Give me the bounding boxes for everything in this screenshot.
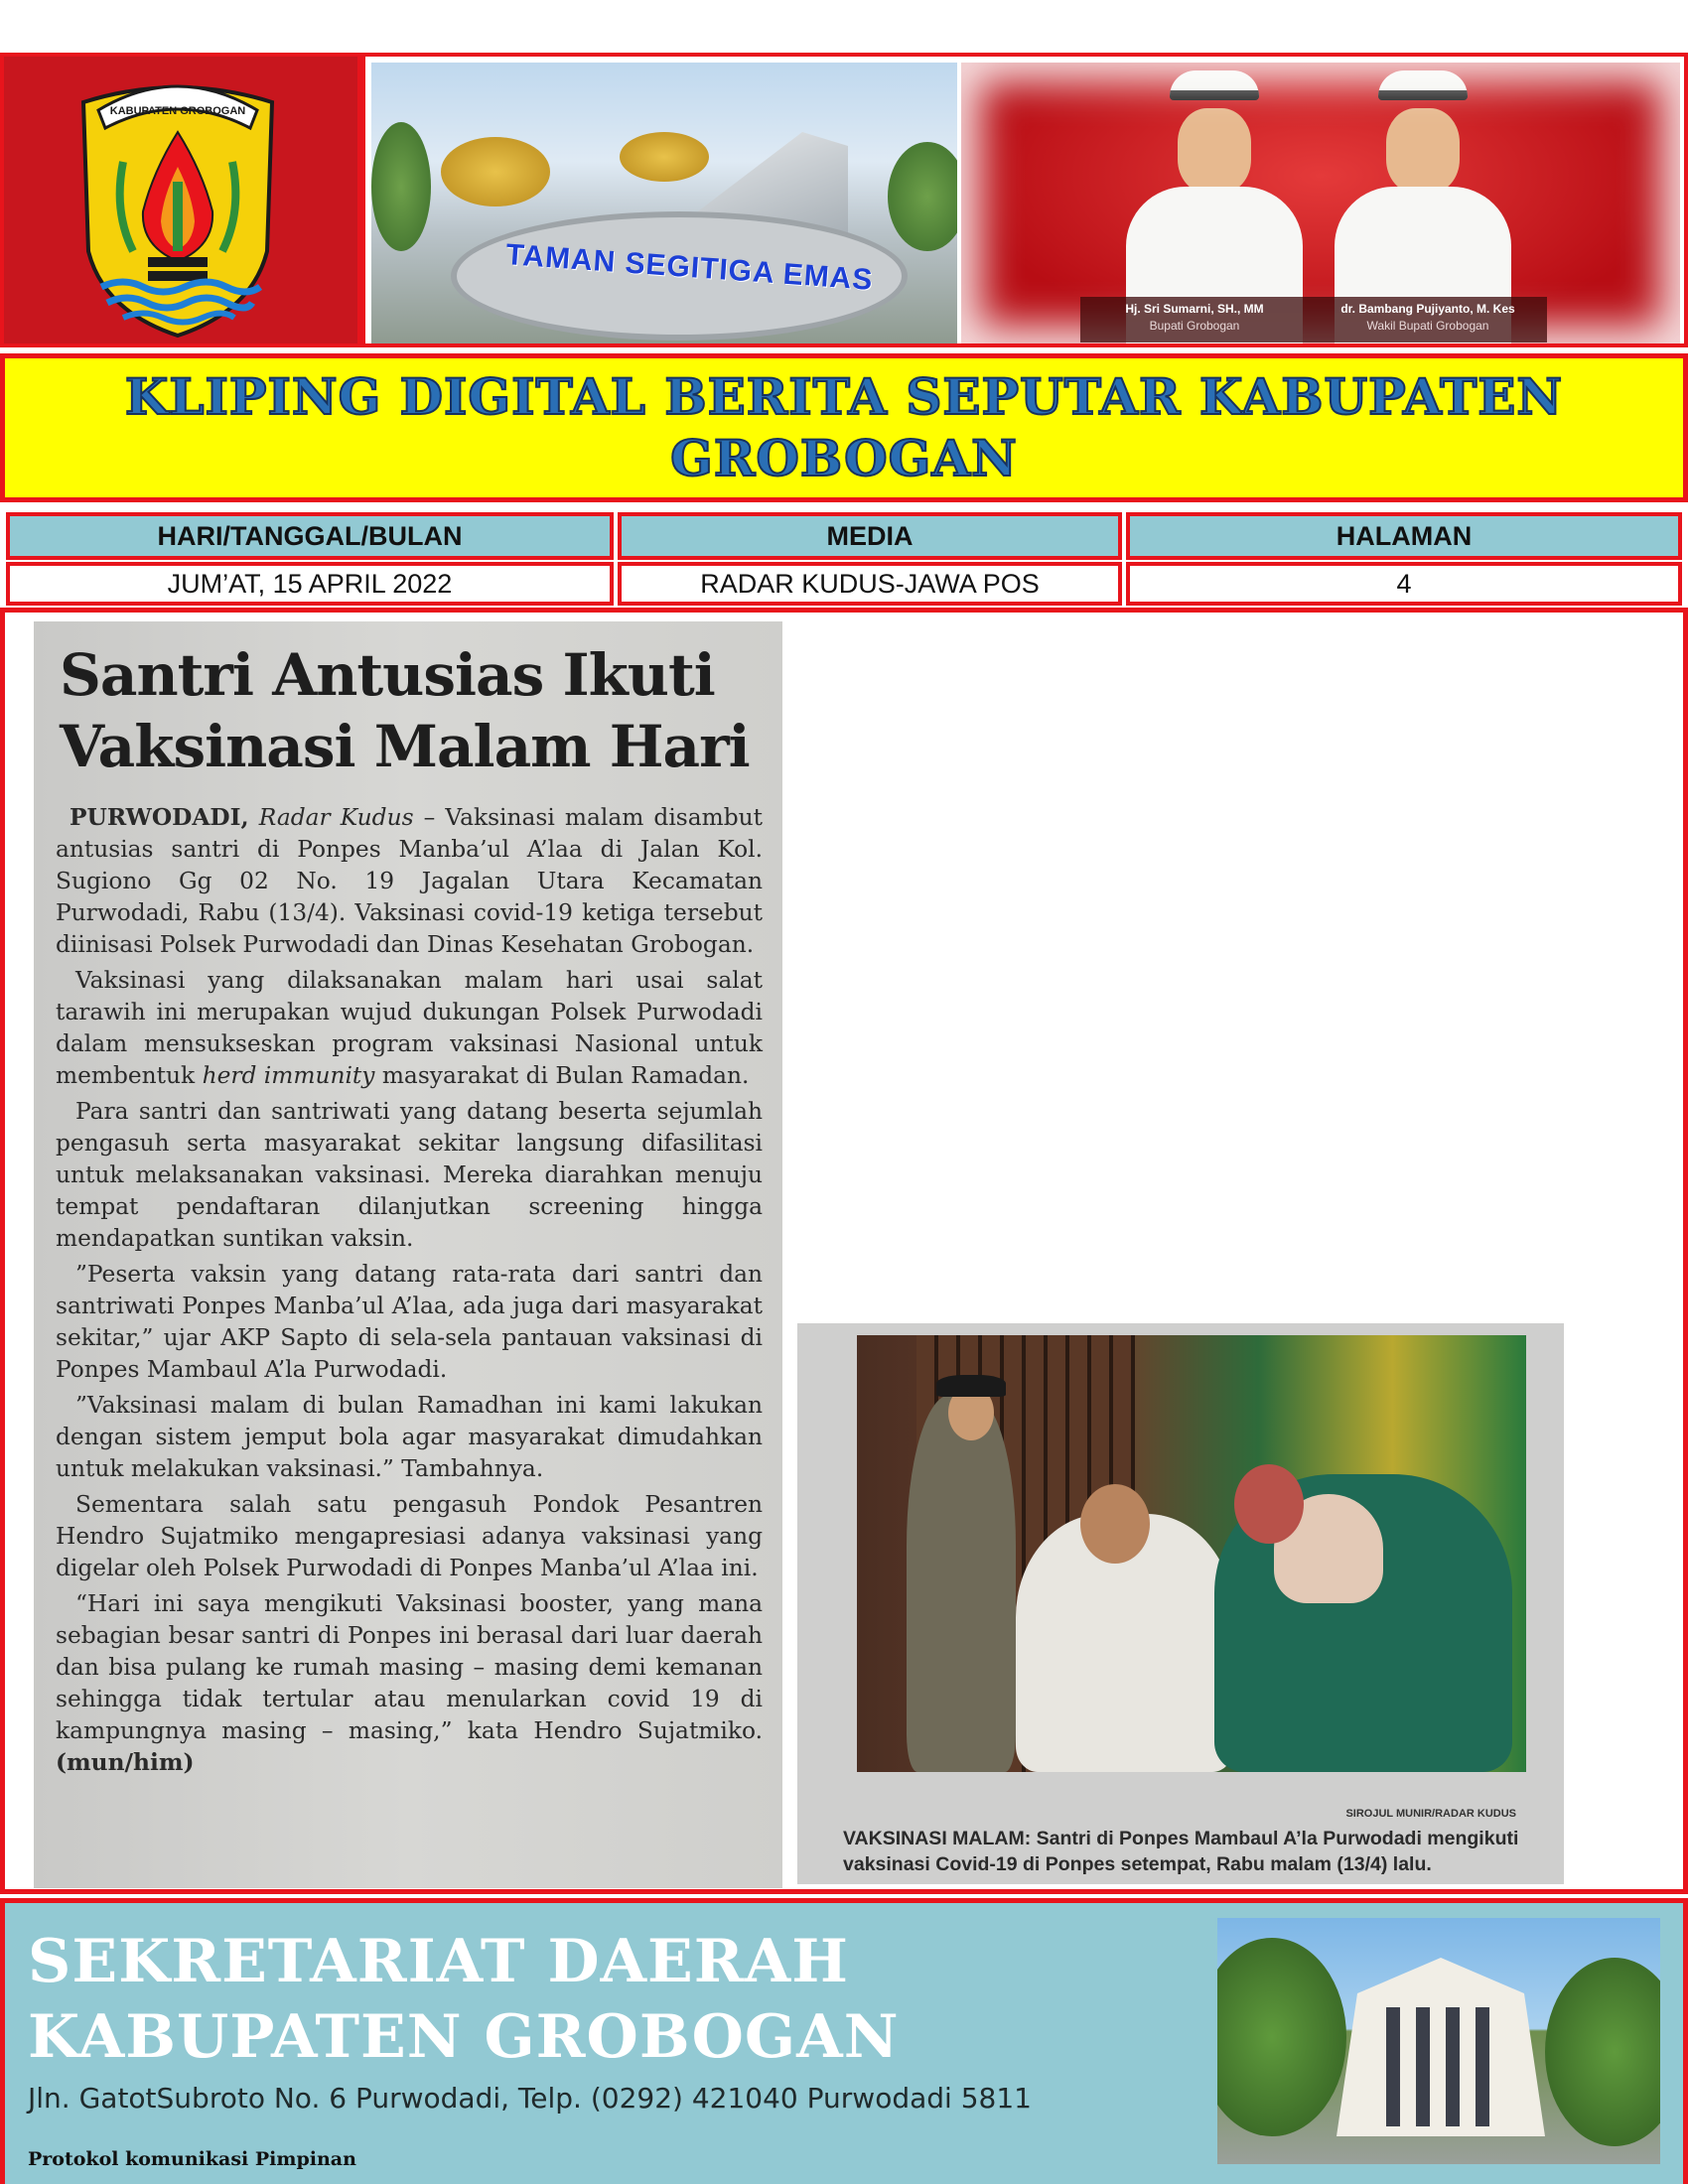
header-logo-panel (0, 53, 361, 347)
table-value-date: JUM’AT, 15 APRIL 2022 (6, 562, 614, 606)
article-text: Vaksinasi yang dilaksanakan malam hari usai salat tarawih ini merupakan wujud dukungan Polsek Purwodadi dalam mensukseskan program vaksinasi Nasional untuk membentuk (56, 967, 763, 1089)
photo-caption: VAKSINASI MALAM: Santri di Ponpes Mambaul A’la Purwodadi mengikuti vaksinasi Covid-19 di Ponpes setempat, Rabu malam (13/4) lalu. (843, 1828, 1519, 1875)
tree (620, 132, 709, 182)
article-paragraph: ”Vaksinasi malam di bulan Ramadhan ini kami lakukan dengan sistem jemput bola agar masyarakat dimudahkan untuk melakukan vaksinasi.” Tambahnya. (56, 1392, 763, 1482)
grobogan-crest-logo (64, 63, 292, 341)
article-paragraph: Para santri dan santriwati yang datang beserta sejumlah pengasuh serta masyarakat sekitar langsung difasilitasi untuk melaksanakan vaksinasi. Mereka diarahkan menuju tempat pendaftaran dilanjutkan screening hingga mendapatkan suntikan vaksin. (56, 1098, 763, 1252)
plaza-sign: TAMAN SEGITIGA EMAS (504, 238, 875, 297)
police-officer-figure (907, 1395, 1016, 1772)
page-title: KLIPING DIGITAL BERITA SEPUTAR KABUPATEN GROBOGAN (124, 367, 1564, 487)
footer-note: Protokol komunikasi Pimpinan (28, 2148, 356, 2170)
tree (371, 122, 431, 251)
officials-nameplate (1080, 297, 1547, 342)
office-building-photo (1217, 1918, 1660, 2164)
article-byline: (mun/him) (56, 1749, 195, 1776)
tree (441, 137, 550, 206)
official-name: Hj. Sri Sumarni, SH., MM (1125, 302, 1264, 316)
table-header-page: HALAMAN (1126, 512, 1682, 560)
table-value-media: RADAR KUDUS-JAWA POS (618, 562, 1122, 606)
plaza-illustration (371, 63, 957, 345)
article-lead: – Vaksinasi malam disambut antusias santri di Ponpes Manba’ul A’laa di Jalan Kol. Sugiono Gg 02 No. 19 Jagalan Utara Kecamatan Purwodadi, Rabu (13/4). Vaksinasi covid-19 ketiga tersebut diinisasi Polsek Purwodadi dan Dinas Kesehatan Grobogan. (56, 804, 763, 958)
tree (888, 142, 957, 251)
article-paragraph: Sementara salah satu pengasuh Pondok Pesantren Hendro Sujatmiko mengapresiasi adanya vaksinasi yang digelar oleh Polsek Purwodadi di Ponpes Manba’ul A’laa ini. (56, 1491, 763, 1581)
officials-photo (961, 63, 1680, 345)
crest-ribbon-text: KABUPATEN GROBOGAN (109, 105, 246, 117)
article-text: “Hari ini saya mengikuti Vaksinasi booster, yang mana sebagian besar santri di Ponpes ini berasal dari luar daerah dan bisa pulang ke rumah masing – masing demi kemanan sehingga tidak tertular atau menularkan covid 19 di kampungnya masing – masing,” kata Hendro Sujatmiko. (56, 1590, 763, 1744)
table-header-media: MEDIA (618, 512, 1122, 560)
article-headline: Santri Antusias Ikuti Vaksinasi Malam Hari (60, 641, 750, 780)
article-paragraph: ”Peserta vaksin yang datang rata-rata dari santri dan santriwati Ponpes Manba’ul A’laa, ada juga dari masyarakat sekitar,” ujar AKP Sapto di sela-sela pantauan vaksinasi di Ponpes Mambaul A’la Purwodadi. (56, 1261, 763, 1383)
footer-title: SEKRETARIAT DAERAH KABUPATEN GROBOGAN (28, 1927, 900, 2072)
article-text: masyarakat di Bulan Ramadan. (374, 1062, 750, 1089)
photo-credit: SIROJUL MUNIR/RADAR KUDUS (1345, 1808, 1516, 1820)
news-photo-clipping (797, 1323, 1564, 1884)
article-dateline-place: PURWODADI, (70, 804, 249, 831)
footer-address: Jln. GatotSubroto No. 6 Purwodadi, Telp. (0292) 421040 Purwodadi 5811 (28, 2082, 1032, 2115)
article-paragraph (56, 1588, 763, 1779)
title-banner (0, 353, 1688, 502)
article-paragraph (56, 802, 763, 961)
article-paragraph (56, 965, 763, 1092)
vaccination-photo (857, 1335, 1526, 1772)
newspaper-clipping (34, 621, 782, 1888)
official-role: Wakil Bupati Grobogan (1366, 319, 1489, 333)
article-dateline-source: Radar Kudus (258, 804, 414, 831)
official-role: Bupati Grobogan (1149, 319, 1240, 333)
table-value-page: 4 (1126, 562, 1682, 606)
article-italic: herd immunity (202, 1062, 375, 1089)
header-banner (361, 53, 1688, 347)
official-name: dr. Bambang Pujiyanto, M. Kes (1340, 302, 1515, 316)
table-header-date: HARI/TANGGAL/BULAN (6, 512, 614, 560)
